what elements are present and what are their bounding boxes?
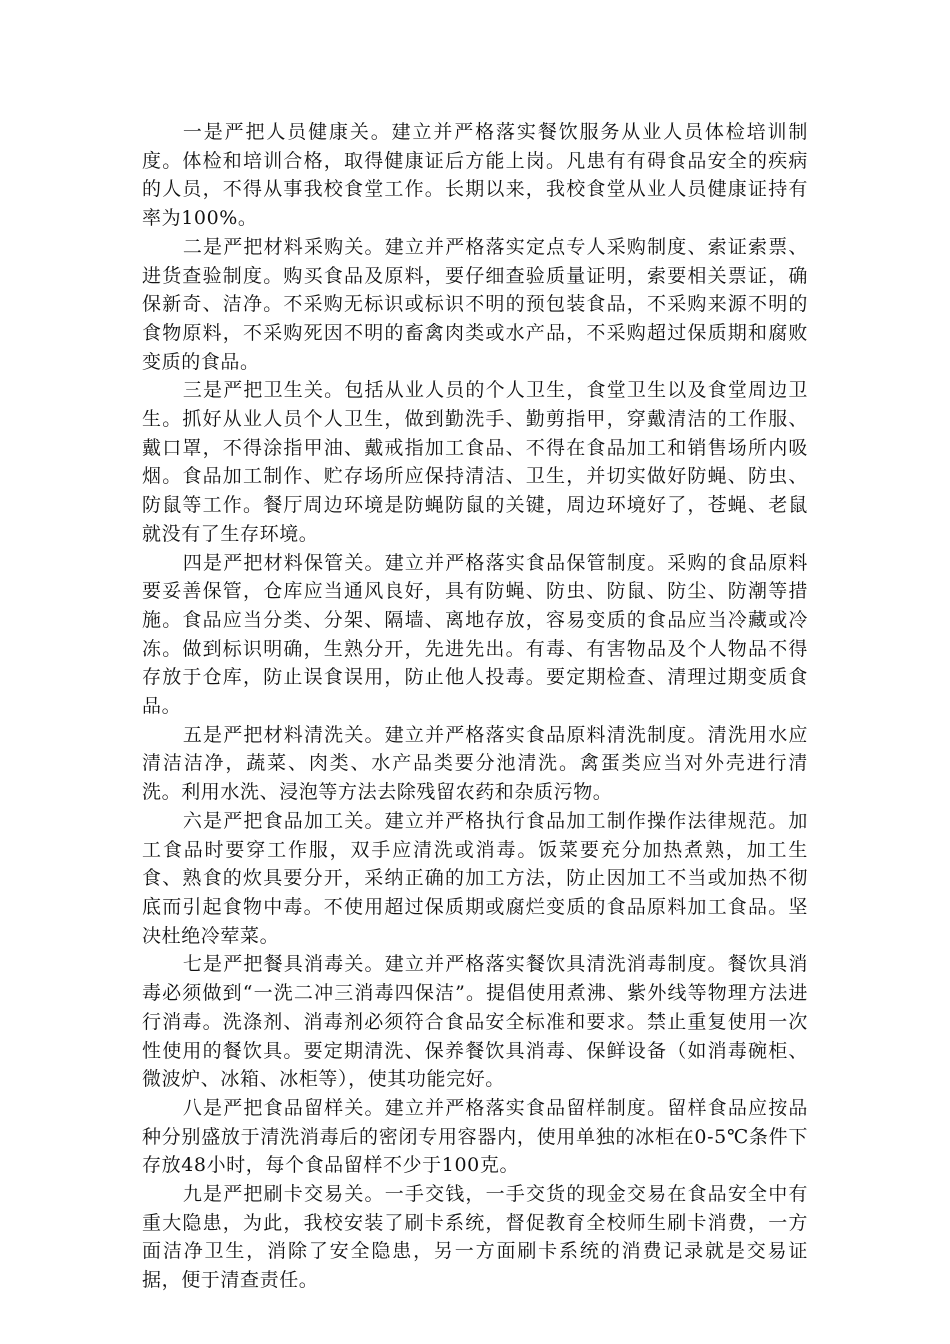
paragraph-card-payment: 九是严把刷卡交易关。一手交钱，一手交货的现金交易在食品安全中有重大隐患，为此，我校安装了刷卡系统，督促教育全校师生刷卡消费，一方面洁净卫生，消除了安全隐患，另一方面刷卡系统的消费记录就是交易证据，便于清查责任。: [142, 1183, 808, 1292]
paragraph-material-storage: 四是严把材料保管关。建立并严格落实食品保管制度。采购的食品原料要妥善保管，仓库应当通风良好，具有防蝇、防虫、防鼠、防尘、防潮等措施。食品应当分类、分架、隔墙、离地存放，容易变质的食品应当冷藏或冷冻。做到标识明确，生熟分开，先进先出。有毒、有害物品及个人物品不得存放于仓库，防止误食误用，防止他人投毒。要定期检查、清理过期变质食品。: [142, 551, 808, 718]
document-body: [142, 118, 808, 1295]
paragraph-staff-health: 一是严把人员健康关。建立并严格落实餐饮服务从业人员体检培训制度。体检和培训合格，取得健康证后方能上岗。凡患有有碍食品安全的疾病的人员，不得从事我校食堂工作。长期以来，我校食堂从业人员健康证持有率为100%。: [142, 121, 808, 230]
paragraph-food-processing: 六是严把食品加工关。建立并严格执行食品加工制作操作法律规范。加工食品时要穿工作服，双手应清洗或消毒。饭菜要充分加热煮熟，加工生食、熟食的炊具要分开，采纳正确的加工方法，防止因加工不当或加热不彻底而引起食物中毒。不使用超过保质期或腐烂变质的食品原料加工食品。坚决杜绝冷荤菜。: [142, 809, 808, 947]
paragraph-material-washing: 五是严把材料清洗关。建立并严格落实食品原料清洗制度。清洗用水应清洁洁净，蔬菜、肉类、水产品类要分池清洗。禽蛋类应当对外壳进行清洗。利用水洗、浸泡等方法去除残留农药和杂质污物。: [142, 723, 808, 804]
paragraph-material-purchase: 二是严把材料采购关。建立并严格落实定点专人采购制度、索证索票、进货查验制度。购买食品及原料，要仔细查验质量证明，索要相关票证，确保新奇、洁净。不采购无标识或标识不明的预包装食品，不采购来源不明的食物原料，不采购死因不明的畜禽肉类或水产品，不采购超过保质期和腐败变质的食品。: [142, 235, 808, 373]
paragraph-tableware-disinfection: 七是严把餐具消毒关。建立并严格落实餐饮具清洗消毒制度。餐饮具消毒必须做到“一洗二冲三消毒四保洁”。提倡使用煮沸、紫外线等物理方法进行消毒。洗涤剂、消毒剂必须符合食品安全标准和要求。禁止重复使用一次性使用的餐饮具。要定期清洗、保养餐饮具消毒、保鲜设备（如消毒碗柜、微波炉、冰箱、冰柜等），使其功能完好。: [142, 953, 808, 1091]
paragraph-food-sampling: 八是严把食品留样关。建立并严格落实食品留样制度。留样食品应按品种分别盛放于清洗消毒后的密闭专用容器内，使用单独的冰柜在0-5℃条件下存放48小时，每个食品留样不少于100克。: [142, 1096, 808, 1177]
paragraph-hygiene: 三是严把卫生关。包括从业人员的个人卫生，食堂卫生以及食堂周边卫生。抓好从业人员个人卫生，做到勤洗手、勤剪指甲，穿戴清洁的工作服、戴口罩，不得涂指甲油、戴戒指加工食品、不得在食品加工和销售场所内吸烟。食品加工制作、贮存场所应保持清洁、卫生，并切实做好防蝇、防虫、防鼠等工作。餐厅周边环境是防蝇防鼠的关键，周边环境好了，苍蝇、老鼠就没有了生存环境。: [142, 379, 808, 545]
